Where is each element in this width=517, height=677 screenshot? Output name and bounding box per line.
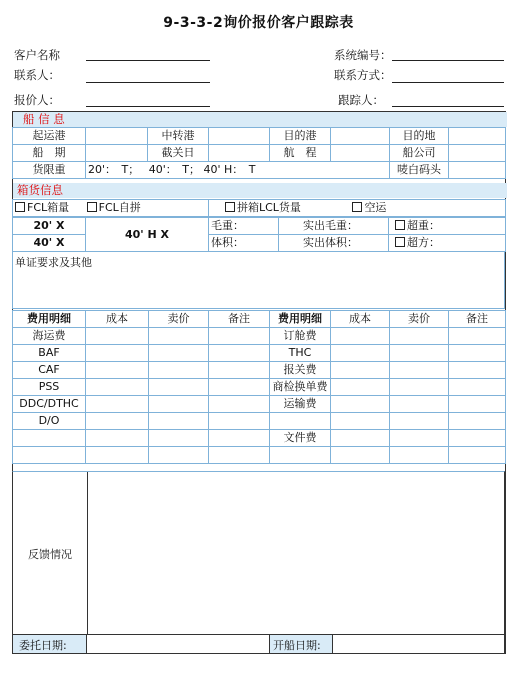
- contact-field[interactable]: [86, 82, 210, 83]
- fee-row: [13, 396, 506, 413]
- container-40[interactable]: 40' X: [13, 235, 86, 252]
- sailing-date-label: 开船日期:: [273, 639, 321, 652]
- fee-header: 卖价: [149, 311, 209, 328]
- contact-method-label: 联系方式：: [334, 68, 392, 82]
- ship-info-table: [12, 127, 506, 179]
- fee-row: [13, 430, 506, 447]
- transship-label: 中转港: [148, 128, 209, 145]
- fee-note-cell[interactable]: [209, 430, 270, 447]
- feedback-label-cell: [12, 471, 88, 636]
- overweight-checkbox[interactable]: [395, 220, 405, 230]
- follower-field[interactable]: [392, 106, 504, 107]
- fee-row: [13, 379, 506, 396]
- fee-cost-cell[interactable]: [86, 413, 149, 430]
- cargo-info-tab: [13, 183, 507, 198]
- fee-item-right: 报关费: [270, 362, 331, 379]
- footer-bar: [12, 634, 505, 654]
- shipping-mark-label: 唛白码头: [390, 162, 449, 179]
- container-20[interactable]: 20' X: [13, 218, 86, 235]
- fee-note-cell[interactable]: [209, 345, 270, 362]
- cargo-info-tab-label: 箱货信息: [17, 183, 63, 197]
- fee-item-right: 商检换单费: [270, 379, 331, 396]
- destination-field[interactable]: [449, 128, 506, 145]
- fee-cost-cell[interactable]: [331, 396, 390, 413]
- fee-price-cell[interactable]: [149, 379, 209, 396]
- fee-table-body: [13, 311, 506, 464]
- fee-row: [13, 413, 506, 430]
- cargo-limit-values[interactable]: [86, 162, 390, 179]
- schedule-field[interactable]: [86, 145, 148, 162]
- pol-field[interactable]: [86, 128, 148, 145]
- quoter-label: 报价人：: [14, 93, 60, 107]
- fee-item-left: BAF: [13, 345, 86, 362]
- fee-row: [13, 328, 506, 345]
- fee-item-right: 文件费: [270, 430, 331, 447]
- voyage-field[interactable]: [331, 145, 390, 162]
- fcl-box-checkbox[interactable]: [15, 202, 25, 212]
- fee-item-left: [13, 447, 86, 464]
- carrier-field[interactable]: [449, 145, 506, 162]
- fee-header: 成本: [86, 311, 149, 328]
- schedule-label: 船 期: [13, 145, 86, 162]
- fee-cost-cell[interactable]: [86, 362, 149, 379]
- feedback-label: 反馈情况: [28, 548, 72, 561]
- fee-note-cell[interactable]: [449, 447, 506, 464]
- cutoff-field[interactable]: [209, 145, 270, 162]
- fee-note-cell[interactable]: [209, 362, 270, 379]
- fee-header: 费用明细: [270, 311, 331, 328]
- fee-note-cell[interactable]: [209, 396, 270, 413]
- fee-row: [13, 447, 506, 464]
- fee-note-cell[interactable]: [449, 345, 506, 362]
- fee-cost-cell[interactable]: [331, 413, 390, 430]
- cargo-type-left: [13, 200, 209, 217]
- fee-note-cell[interactable]: [209, 413, 270, 430]
- system-no-label: 系统编号：: [334, 48, 392, 62]
- limit-40h: 40' H： T: [203, 163, 256, 176]
- fee-price-cell[interactable]: [149, 396, 209, 413]
- fee-note-cell[interactable]: [449, 379, 506, 396]
- actual-volume-label[interactable]: 实出体积：: [279, 235, 389, 252]
- fee-row: [13, 345, 506, 362]
- fee-price-cell[interactable]: [149, 430, 209, 447]
- fee-cost-cell[interactable]: [331, 447, 390, 464]
- fee-price-cell[interactable]: [390, 379, 449, 396]
- fee-item-left: CAF: [13, 362, 86, 379]
- pol-label: 起运港: [13, 128, 86, 145]
- destination-label: 目的地: [390, 128, 449, 145]
- fee-cost-cell[interactable]: [331, 379, 390, 396]
- ship-info-tab-label: 船 信 息: [23, 112, 65, 126]
- fee-note-cell[interactable]: [449, 362, 506, 379]
- air-checkbox[interactable]: [352, 202, 362, 212]
- entrust-date-label: 委托日期:: [19, 639, 67, 652]
- entrust-date-field[interactable]: [87, 635, 269, 653]
- oversize-cell: [389, 235, 506, 252]
- contact-label: 联系人：: [14, 68, 60, 82]
- quoter-field[interactable]: [86, 106, 210, 107]
- container-40h[interactable]: 40' H X: [86, 218, 209, 252]
- fee-cost-cell[interactable]: [86, 447, 149, 464]
- fee-item-left: DDC/DTHC: [13, 396, 86, 413]
- fee-item-right: 订舱费: [270, 328, 331, 345]
- contact-method-field[interactable]: [392, 82, 504, 83]
- fee-table: [12, 310, 506, 464]
- fee-price-cell[interactable]: [149, 447, 209, 464]
- cargo-type-right: [209, 200, 506, 217]
- fee-cost-cell[interactable]: [86, 379, 149, 396]
- fee-item-left: PSS: [13, 379, 86, 396]
- fee-cost-cell[interactable]: [86, 396, 149, 413]
- fee-header: 卖价: [390, 311, 449, 328]
- fee-price-cell[interactable]: [390, 396, 449, 413]
- fee-item-right: [270, 447, 331, 464]
- overweight-label: 超重：: [407, 219, 440, 232]
- feedback-content[interactable]: [86, 471, 505, 636]
- fee-note-cell[interactable]: [449, 328, 506, 345]
- fee-cost-cell[interactable]: [331, 430, 390, 447]
- container-table: [12, 217, 506, 252]
- fee-item-right: [270, 413, 331, 430]
- fee-note-cell[interactable]: [209, 379, 270, 396]
- fee-item-left: [13, 430, 86, 447]
- gross-weight-label[interactable]: 毛重：: [209, 218, 279, 235]
- fee-row: [13, 362, 506, 379]
- fcl-self-checkbox[interactable]: [87, 202, 97, 212]
- follower-label: 跟踪人：: [338, 93, 384, 107]
- fee-cost-cell[interactable]: [86, 345, 149, 362]
- lcl-checkbox[interactable]: [225, 202, 235, 212]
- cargo-limit-label: 货限重: [13, 162, 86, 179]
- fee-header: 备注: [209, 311, 270, 328]
- air-label: 空运: [364, 201, 387, 214]
- fee-item-right: THC: [270, 345, 331, 362]
- fee-price-cell[interactable]: [390, 430, 449, 447]
- fee-header: 备注: [449, 311, 506, 328]
- fee-cost-cell[interactable]: [86, 430, 149, 447]
- limit-20: 20'： T；: [88, 163, 140, 176]
- shipping-mark-field[interactable]: [449, 162, 506, 179]
- cutoff-label: 截关日: [148, 145, 209, 162]
- fee-note-cell[interactable]: [209, 447, 270, 464]
- pod-field[interactable]: [331, 128, 390, 145]
- fee-price-cell[interactable]: [390, 328, 449, 345]
- actual-gross-label[interactable]: 实出毛重：: [279, 218, 389, 235]
- lcl-label: 拼箱LCL货量: [237, 201, 301, 214]
- fee-cost-cell[interactable]: [331, 362, 390, 379]
- volume-label[interactable]: 体积：: [209, 235, 279, 252]
- ship-info-tab: [13, 112, 507, 127]
- fee-price-cell[interactable]: [390, 447, 449, 464]
- voyage-label: 航 程: [270, 145, 331, 162]
- system-no-field[interactable]: [392, 60, 504, 61]
- fee-header: 成本: [331, 311, 390, 328]
- oversize-checkbox[interactable]: [395, 237, 405, 247]
- transship-field[interactable]: [209, 128, 270, 145]
- oversize-label: 超方：: [407, 236, 440, 249]
- fee-price-cell[interactable]: [149, 328, 209, 345]
- fee-cost-cell[interactable]: [331, 345, 390, 362]
- fee-item-left: D/O: [13, 413, 86, 430]
- fee-price-cell[interactable]: [390, 362, 449, 379]
- fee-price-cell[interactable]: [390, 413, 449, 430]
- pod-label: 目的港: [270, 128, 331, 145]
- fee-note-cell[interactable]: [449, 396, 506, 413]
- fcl-box-label: FCL箱量: [27, 201, 70, 214]
- requirements-box[interactable]: [12, 252, 505, 309]
- fee-cost-cell[interactable]: [331, 328, 390, 345]
- cargo-type-table: [12, 199, 506, 217]
- fee-header: 费用明细: [13, 311, 86, 328]
- fee-note-cell[interactable]: [209, 328, 270, 345]
- fee-note-cell[interactable]: [449, 413, 506, 430]
- fee-price-cell[interactable]: [149, 413, 209, 430]
- fee-price-cell[interactable]: [390, 345, 449, 362]
- limit-40: 40'： T；: [148, 163, 200, 176]
- sailing-date-field[interactable]: [333, 635, 504, 653]
- fee-note-cell[interactable]: [449, 430, 506, 447]
- requirements-label: 单证要求及其他: [15, 256, 92, 269]
- fee-cost-cell[interactable]: [86, 328, 149, 345]
- fee-header-row: [13, 311, 506, 328]
- overweight-cell: [389, 218, 506, 235]
- fee-price-cell[interactable]: [149, 362, 209, 379]
- fee-price-cell[interactable]: [149, 345, 209, 362]
- customer-name-label: 客户名称: [14, 48, 60, 62]
- fee-item-right: 运输费: [270, 396, 331, 413]
- fcl-self-label: FCL自拼: [98, 201, 141, 214]
- customer-name-field[interactable]: [86, 60, 210, 61]
- carrier-label: 船公司: [390, 145, 449, 162]
- page-title: 9-3-3-2询价报价客户跟踪表: [163, 15, 354, 31]
- fee-item-left: 海运费: [13, 328, 86, 345]
